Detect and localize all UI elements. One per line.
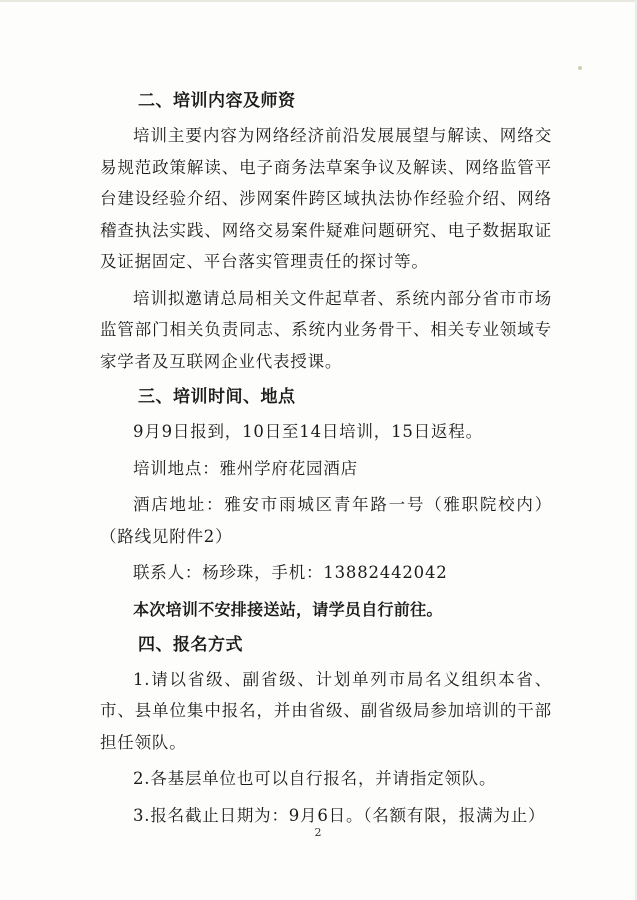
scan-edge-top [0,0,637,2]
address-line: 酒店地址：雅安市雨城区青年路一号（雅职院校内）（路线见附件2） [100,495,552,546]
location-line: 培训地点：雅州学府花园酒店 [133,458,358,478]
schedule-line: 9月9日报到，10日至14日培训，15日返程。 [133,422,483,441]
document-body [100,86,552,836]
contact-line: 联系人：杨珍珠，手机：13882442042 [133,563,448,582]
section-4-heading: 四、报名方式 [138,634,243,655]
registration-item-2: 2.各基层单位也可以自行报名，并请指定领队。 [133,769,497,788]
registration-item-1: 1.请以省级、副省级、计划单列市局名义组织本省、市、县单位集中报名，并由省级、副省级局参加培训的干部担任领队。 [100,669,552,752]
section-3-heading: 三、培训时间、地点 [138,387,296,407]
section-2-paragraph-content: 培训主要内容为网络经济前沿发展展望与解读、网络交易规范政策解读、电子商务法草案争议及解读、网络监管平台建设经验介绍、涉网案件跨区域执法协作经验介绍、网络稽查执法实践、网络交易案件疑难问题研究、电子数据取证及证据固定、平台落实管理责任的探讨等。 [100,126,552,271]
section-2-heading: 二、培训内容及师资 [138,91,296,111]
page-number: 2 [314,826,322,839]
registration-item-3: 3.报名截止日期为：9月6日。（名额有限，报满为止） [133,805,546,825]
section-2-paragraph-instructors: 培训拟邀请总局相关文件起草者、系统内部分省市市场监管部门相关负责同志、系统内业务骨干、相关专业领域专家学者及互联网企业代表授课。 [100,288,552,371]
scan-speck [578,66,582,70]
transport-note: 本次培训不安排接送站，请学员自行前往。 [133,599,443,619]
